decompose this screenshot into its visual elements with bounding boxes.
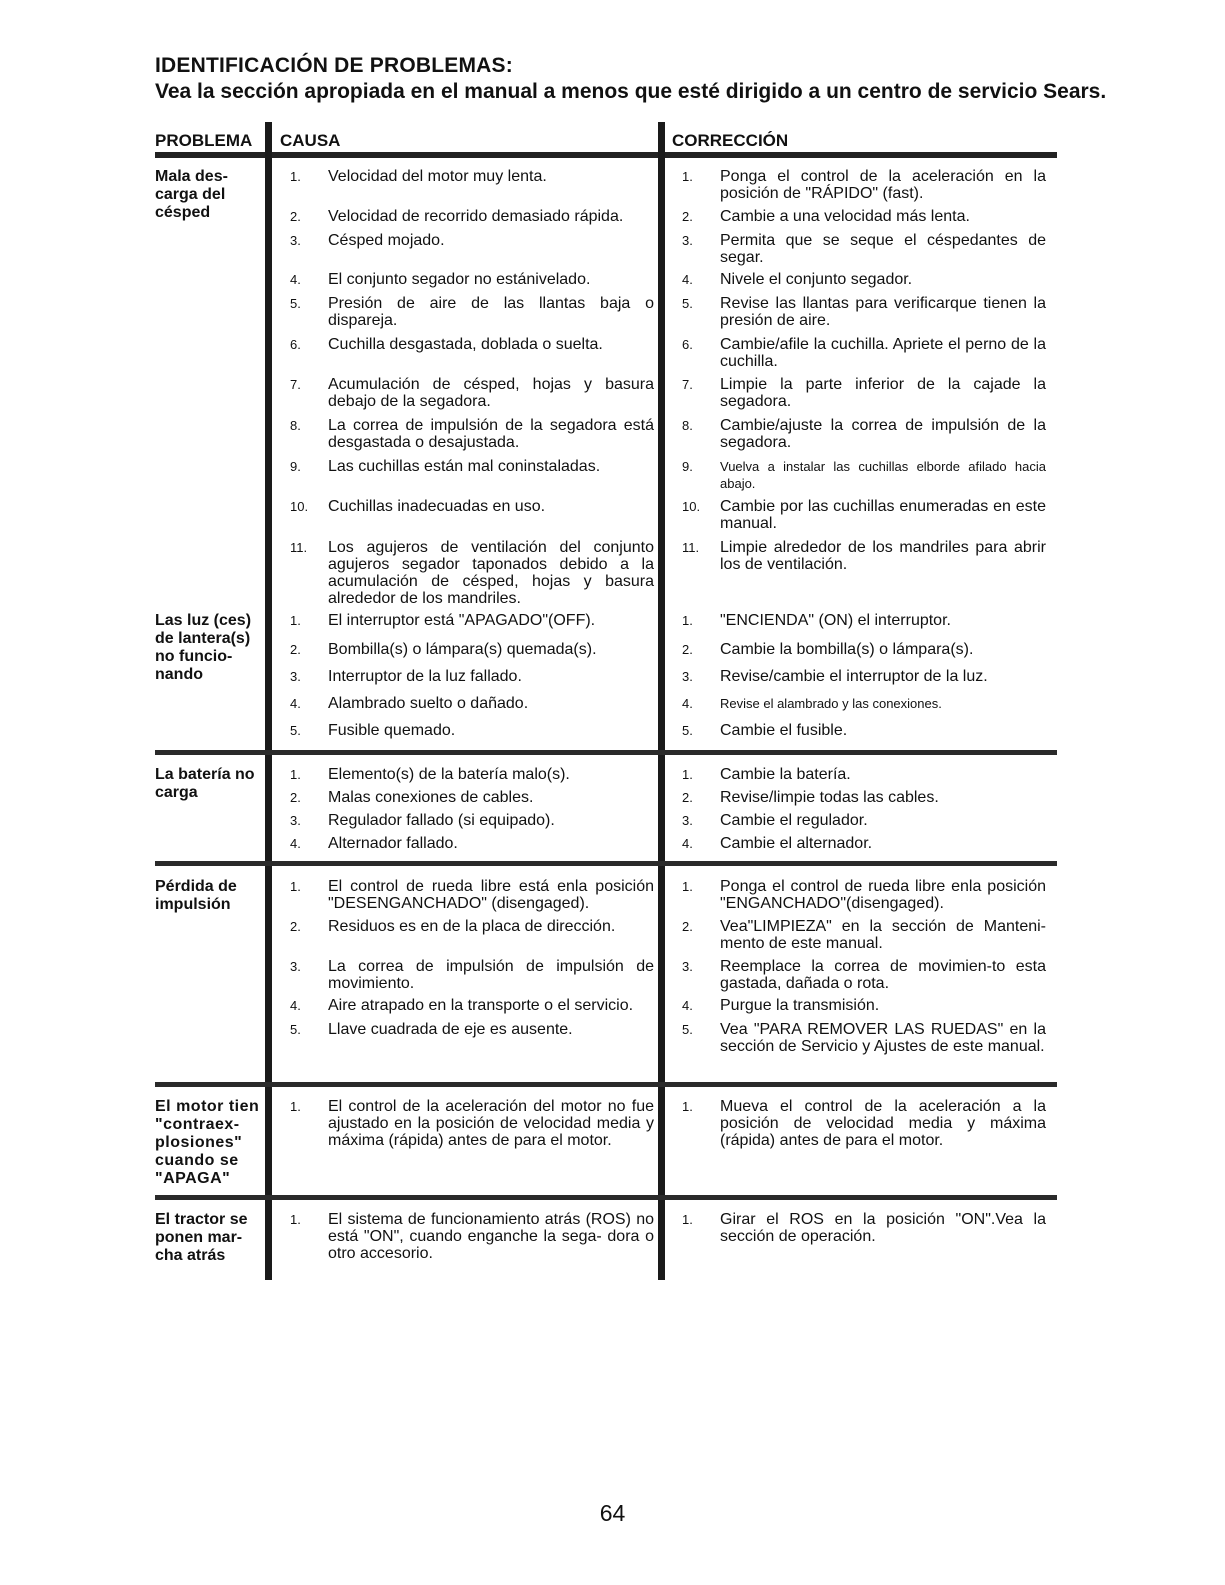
section-separator: [155, 1082, 1057, 1087]
section-separator: [155, 1195, 1057, 1200]
column-header-correction: CORRECCIÓN: [672, 131, 789, 150]
problem-label: El motor tien "contraex- plosiones" cuando se "APAGA": [155, 1098, 260, 1187]
section-separator: [155, 861, 1057, 866]
page-number: 64: [599, 1500, 626, 1526]
header-rule: [155, 152, 1057, 158]
problem-label: El tractor se ponen mar- cha atrás: [155, 1211, 248, 1264]
manual-page: IDENTIFICACIÓN DE PROBLEMAS: Vea la sección apropiada en el manual a menos que esté dirigido a un centro de servicio Sears. PROBLEMA CAUSA CORRECCIÓN Mala des- carga del césped 1. Velocidad del motor muy lenta. 2. Velocidad de recorrido demasiado rápida. 3. Césped mojado. 4. El conjunto segador no estánivelado. 5. Presión de aire de las llantas baja o dispareja. 6. Cuchilla desgastada, doblada o suelta. 7. Acumulación de césped, hojas y basura debajo de la segadora. 8. La correa de impulsión de la segadora está desgastada o desajustada. 9. Las cuchillas están mal coninstaladas. 10. Cuchillas inadecuadas en uso. 11. Los agujeros de ventilación del conjunto agujeros segador taponados debido a la acumulación de césped, hojas y basura alrededor de los mandriles. 1. Ponga el control de la aceleración en la posición de "RÁPIDO" (fast). 2. Cambie a una velocidad más lenta. 3. Permita que se seque el céspedantes de segar. 4. Nivele el conjunto segador. 5. Revise las llantas para verificarque tienen la presión de aire. 6. Cambie/afile la cuchilla. Apriete el perno de la cuchilla. 7. Limpie la parte inferior de la cajade la segadora. 8. Cambie/ajuste la correa de impulsión de la segadora. 9. Vuelva a instalar las cuchillas elborde afilado hacia abajo. 10. Cambie por las cuchillas enumeradas en este manual. 11. Limpie alrededor de los mandriles para abrir los de ventilación. Las luz (ces) de lantera(s) no funcio- nando 1. El interruptor está "APAGADO"(OFF). 2. Bombilla(s) o lámpara(s) quemada(s). 3. Interruptor de la luz fallado. 4. Alambrado suelto o dañado. 5. Fusible quemado. 1. "ENCIENDA" (ON) el interruptor. 2. Cambie la bombilla(s) o lámpara(s). 3. Revise/cambie el interruptor de la luz. 4. Revise el alambrado y las conexiones. 5. Cambie el fusible. La batería no carga 1. Elemento(s) de la batería malo(s). 2. Malas conexiones de cables. 3. Regulador fallado (si equipado). 4. Alternador fallado. 1. Cambie la batería. 2. Revise/limpie todas las cables. 3. Cambie el regulador. 4. Cambie el alternador. Pérdida de impulsión 1. El control de rueda libre está enla posición "DESENGANCHADO" (disengaged). 2. Residuos es en de la placa de dirección. 3. La correa de impulsión de impulsión de movimiento. 4. Aire atrapado en la transporte o el servicio. 5. Llave cuadrada de eje es ausente. 1. Ponga el control de rueda libre enla posición "ENGANCHADO"(disengaged). 2. Vea"LIMPIEZA" en la sección de Manteni- mento de este manual. 3. Reemplace la correa de movimien-to esta gastada, dañada o rota. 4. Purgue la transmisión. 5. Vea "PARA REMOVER LAS RUEDAS" en la sección de Servicio y Ajustes de este manual. El motor tien "contraex- plosiones" cuando se "APAGA" 1. El control de la aceleración del motor no fue ajustado en la posición de velocidad media y máxima (rápida) antes de para el motor. 1. Mueva el control de la aceleración a la posición de velocidad media y máxima (rápida) antes de para el motor. El tractor se ponen mar- cha atrás 1. El sistema de funcionamiento atrás (ROS) no está "ON", cuando enganche la sega- dora o otro accesorio. 1. Girar el ROS en la posición "ON".Vea la sección de operación. 64: [0, 0, 1225, 1585]
problem-label: La batería no carga: [155, 766, 255, 801]
column-divider-right: [658, 122, 665, 1280]
section-separator: [155, 750, 1057, 755]
page-title: IDENTIFICACIÓN DE PROBLEMAS:: [155, 54, 513, 77]
column-divider-left: [265, 122, 272, 1280]
column-header-cause: CAUSA: [280, 131, 341, 150]
page-subtitle: Vea la sección apropiada en el manual a menos que esté dirigido a un centro de servicio Sears.: [155, 80, 1107, 103]
problem-label: Pérdida de impulsión: [155, 878, 237, 913]
column-header-problem: PROBLEMA: [155, 131, 253, 150]
problem-label: Mala des- carga del césped: [155, 168, 228, 221]
problem-label: Las luz (ces) de lantera(s) no funcio- nando: [155, 612, 252, 683]
